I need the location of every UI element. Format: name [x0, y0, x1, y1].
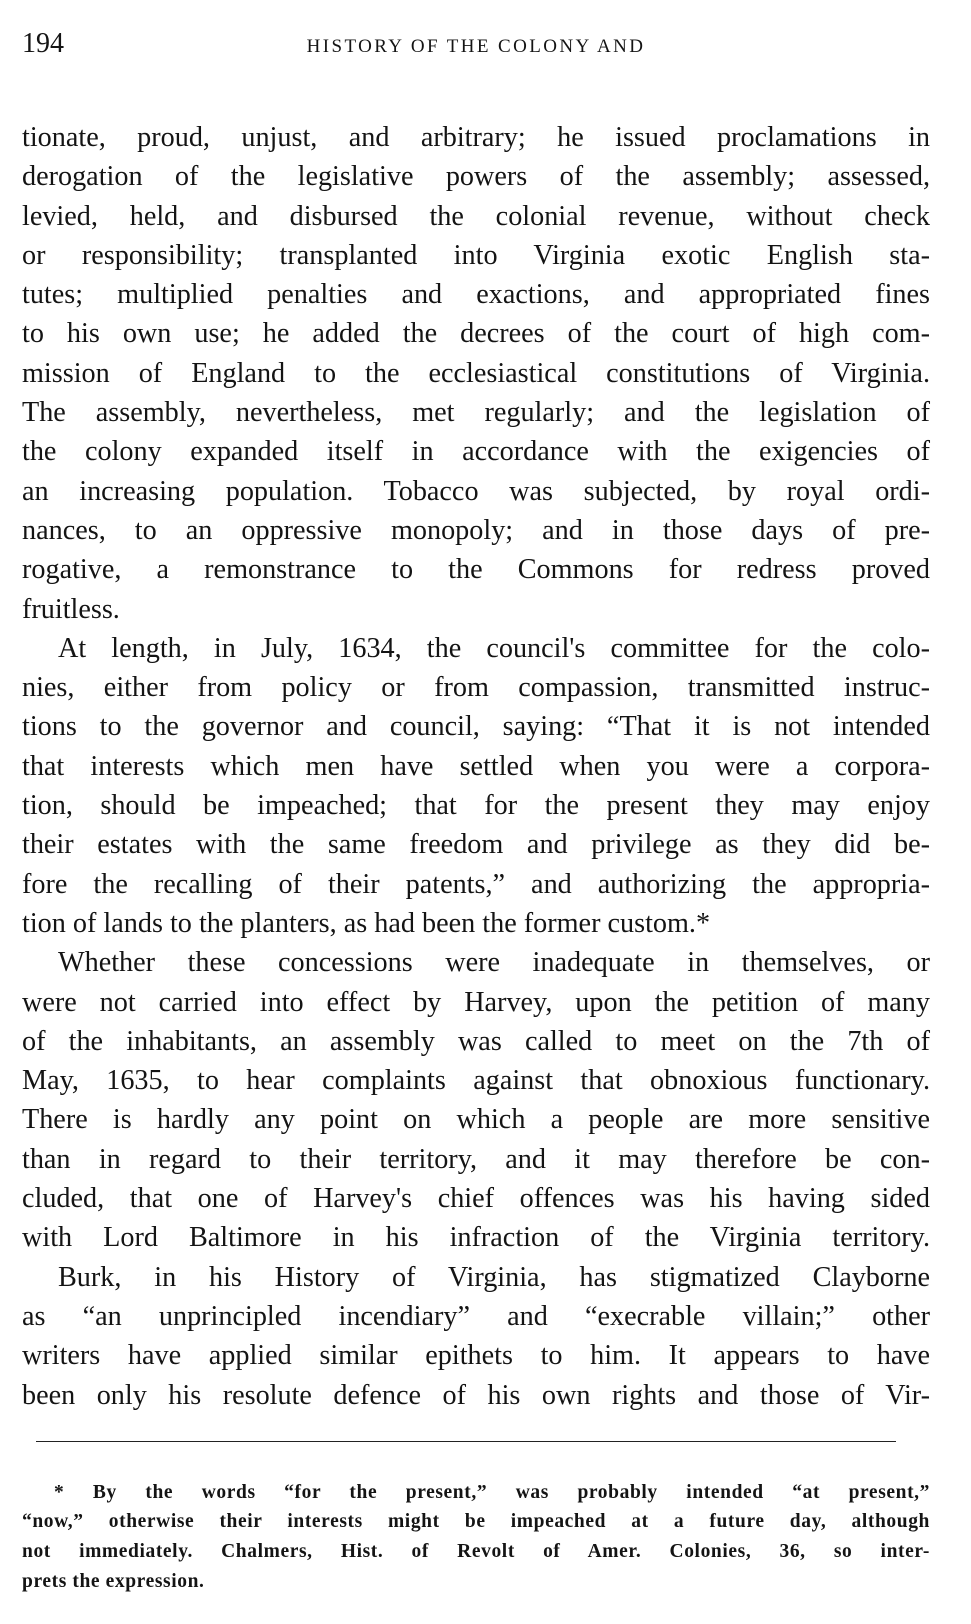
- text-line: fore the recalling of their patents,” and authorizing the appropria-: [22, 868, 930, 900]
- book-page: [22, 28, 930, 1596]
- footnote-line: “now,” otherwise their interests might be impeached at a future day, although: [22, 1511, 930, 1533]
- paragraph-start-line: Whether these concessions were inadequate in themselves, or: [58, 947, 930, 979]
- text-line: to his own use; he added the decrees of the court of high com-: [22, 318, 930, 350]
- text-line: an increasing population. Tobacco was subjected, by royal ordi-: [22, 475, 930, 507]
- text-line: writers have applied similar epithets to him. It appears to have: [22, 1340, 930, 1372]
- text-line: been only his resolute defence of his own rights and those of Vir-: [22, 1379, 930, 1411]
- text-line: that interests which men have settled when you were a corpora-: [22, 750, 930, 782]
- footnote-line: not immediately. Chalmers, Hist. of Revolt of Amer. Colonies, 36, so inter-: [22, 1540, 930, 1562]
- footnote-line: prets the expression.: [22, 1570, 205, 1592]
- paragraph-end-line: fruitless.: [22, 593, 120, 625]
- text-line: derogation of the legislative powers of the assembly; assessed,: [22, 161, 930, 193]
- paragraph-end-line: with Lord Baltimore in his infraction of the Virginia territory.: [22, 1222, 930, 1254]
- text-line: tions to the governor and council, saying: “That it is not intended: [22, 711, 930, 743]
- footnote: [22, 1478, 930, 1596]
- text-line: of the inhabitants, an assembly was called to meet on the 7th of: [22, 1025, 930, 1057]
- page-header: [22, 28, 930, 68]
- text-line: There is hardly any point on which a people are more sensitive: [22, 1104, 930, 1136]
- text-line: The assembly, nevertheless, met regularly; and the legislation of: [22, 397, 930, 429]
- body-text: [22, 118, 930, 1415]
- text-line: cluded, that one of Harvey's chief offences was his having sided: [22, 1183, 930, 1215]
- text-line: or responsibility; transplanted into Virginia exotic English sta-: [22, 239, 930, 271]
- paragraph-start-line: Burk, in his History of Virginia, has stigmatized Clayborne: [58, 1261, 930, 1293]
- footnote-line: * By the words “for the present,” was probably intended “at present,”: [54, 1481, 930, 1503]
- text-line: levied, held, and disbursed the colonial revenue, without check: [22, 200, 930, 232]
- text-line: mission of England to the ecclesiastical constitutions of Virginia.: [22, 357, 930, 389]
- paragraph-start-line: At length, in July, 1634, the council's committee for the colo-: [58, 632, 930, 664]
- running-head: HISTORY OF THE COLONY AND: [306, 36, 646, 57]
- text-line: their estates with the same freedom and privilege as they did be-: [22, 829, 930, 861]
- text-line: tion, should be impeached; that for the present they may enjoy: [22, 790, 930, 822]
- text-line: than in regard to their territory, and it may therefore be con-: [22, 1143, 930, 1175]
- footnote-divider: [36, 1441, 896, 1442]
- text-line: tionate, proud, unjust, and arbitrary; he issued proclamations in: [22, 122, 930, 153]
- text-line: as “an unprincipled incendiary” and “execrable villain;” other: [22, 1300, 930, 1332]
- text-line: nances, to an oppressive monopoly; and in those days of pre-: [22, 514, 930, 546]
- text-line: were not carried into effect by Harvey, upon the petition of many: [22, 986, 930, 1018]
- page-number: 194: [22, 28, 64, 59]
- text-line: rogative, a remonstrance to the Commons for redress proved: [22, 554, 930, 586]
- text-line: May, 1635, to hear complaints against that obnoxious functionary.: [22, 1065, 930, 1097]
- text-line: tutes; multiplied penalties and exactions, and appropriated fines: [22, 279, 930, 311]
- text-line: the colony expanded itself in accordance with the exigencies of: [22, 436, 930, 468]
- text-line: nies, either from policy or from compassion, transmitted instruc-: [22, 672, 930, 704]
- paragraph-end-line: tion of lands to the planters, as had been the former custom.*: [22, 907, 711, 939]
